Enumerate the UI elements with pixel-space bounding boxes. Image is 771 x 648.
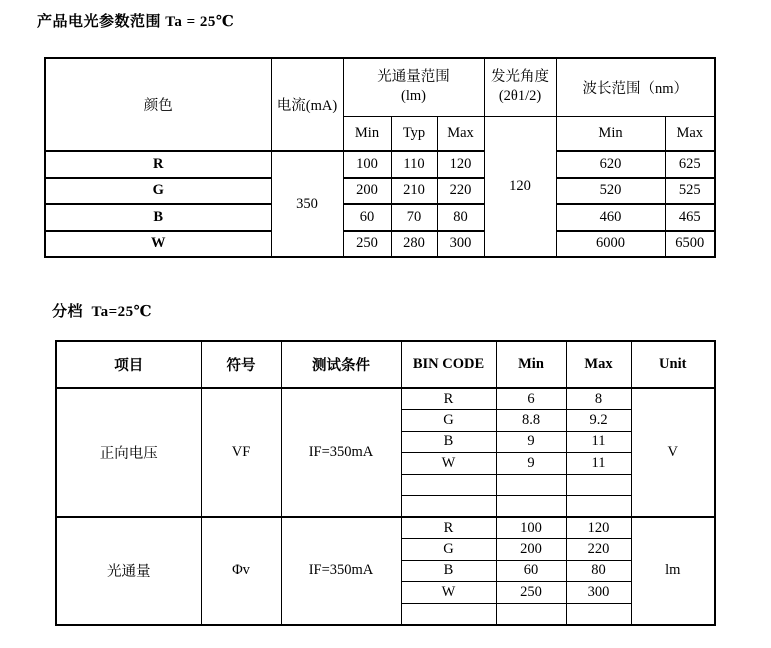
bin-code-cell: W	[401, 453, 496, 475]
forward-voltage-row-r	[56, 388, 715, 410]
unit-cell-lm: lm	[631, 517, 715, 625]
min-column-header: Min	[496, 341, 566, 388]
flux-typ-subheader: Typ	[391, 116, 437, 151]
bin-code-cell: W	[401, 582, 496, 604]
min-value-cell: 100	[496, 517, 566, 539]
wavelength-max-cell: 625	[665, 151, 715, 178]
bin-code-cell: G	[401, 539, 496, 561]
flux-max-cell: 220	[437, 178, 484, 205]
color-label-cell: R	[45, 151, 271, 178]
wavelength-max-cell: 525	[665, 178, 715, 205]
item-cell-luminous-flux: 光通量	[56, 517, 201, 625]
wavelength-max-cell: 465	[665, 204, 715, 231]
bin-code-cell: B	[401, 431, 496, 453]
flux-range-group-header	[343, 58, 484, 116]
binning-table	[55, 340, 716, 626]
bin-code-cell	[401, 496, 496, 518]
flux-min-subheader: Min	[343, 116, 391, 151]
table1-row-w	[45, 231, 715, 258]
min-value-cell	[496, 603, 566, 625]
min-value-cell: 9	[496, 431, 566, 453]
min-value-cell	[496, 474, 566, 496]
wavelength-range-group-header: 波长范围（nm）	[556, 58, 715, 116]
max-column-header: Max	[566, 341, 631, 388]
viewing-angle-formula-label: (2θ1/2)	[498, 88, 542, 105]
viewing-angle-value-cell: 120	[484, 116, 556, 257]
table1-header-row-1	[45, 58, 715, 116]
max-value-cell	[566, 474, 631, 496]
min-value-cell: 8.8	[496, 410, 566, 432]
section1-title: 产品电光参数范围 Ta = 25℃	[37, 14, 235, 30]
luminous-flux-row-r	[56, 517, 715, 539]
table1-row-b	[45, 204, 715, 231]
wavelength-max-cell: 6500	[665, 231, 715, 258]
wavelength-min-subheader: Min	[556, 116, 665, 151]
bin-code-cell	[401, 474, 496, 496]
flux-typ-cell: 280	[391, 231, 437, 258]
bin-code-cell: R	[401, 517, 496, 539]
bin-code-column-header: BIN CODE	[401, 341, 496, 388]
min-value-cell: 9	[496, 453, 566, 475]
flux-max-cell: 120	[437, 151, 484, 178]
table2-header-row	[56, 341, 715, 388]
flux-min-cell: 250	[343, 231, 391, 258]
electro-optical-parameters-table	[44, 57, 716, 258]
max-value-cell: 80	[566, 560, 631, 582]
max-value-cell	[566, 603, 631, 625]
max-value-cell	[566, 496, 631, 518]
unit-cell-v: V	[631, 388, 715, 517]
flux-max-subheader: Max	[437, 116, 484, 151]
wavelength-min-cell: 6000	[556, 231, 665, 258]
flux-range-unit-label: (lm)	[401, 88, 426, 105]
bin-code-cell: B	[401, 560, 496, 582]
viewing-angle-label: 发光角度	[491, 69, 550, 86]
symbol-cell-phi-v: Φv	[201, 517, 281, 625]
max-value-cell: 11	[566, 453, 631, 475]
table1-row-g	[45, 178, 715, 205]
item-column-header: 项目	[56, 341, 201, 388]
flux-min-cell: 60	[343, 204, 391, 231]
color-label-cell: W	[45, 231, 271, 258]
symbol-column-header: 符号	[201, 341, 281, 388]
viewing-angle-header	[484, 58, 556, 116]
condition-cell: IF=350mA	[281, 517, 401, 625]
bin-code-cell: R	[401, 388, 496, 410]
table1-row-r	[45, 151, 715, 178]
min-value-cell	[496, 496, 566, 518]
flux-typ-cell: 70	[391, 204, 437, 231]
min-value-cell: 60	[496, 560, 566, 582]
max-value-cell: 11	[566, 431, 631, 453]
wavelength-min-cell: 520	[556, 178, 665, 205]
condition-cell: IF=350mA	[281, 388, 401, 517]
min-value-cell: 250	[496, 582, 566, 604]
symbol-cell-vf: VF	[201, 388, 281, 517]
unit-column-header: Unit	[631, 341, 715, 388]
max-value-cell: 300	[566, 582, 631, 604]
max-value-cell: 8	[566, 388, 631, 410]
wavelength-min-cell: 620	[556, 151, 665, 178]
wavelength-max-subheader: Max	[665, 116, 715, 151]
section2-title: 分档 Ta=25℃	[52, 304, 153, 320]
current-value-cell: 350	[271, 151, 343, 257]
max-value-cell: 220	[566, 539, 631, 561]
bin-code-cell: G	[401, 410, 496, 432]
flux-min-cell: 200	[343, 178, 391, 205]
flux-max-cell: 300	[437, 231, 484, 258]
flux-max-cell: 80	[437, 204, 484, 231]
color-column-header: 颜色	[45, 58, 271, 151]
color-label-cell: G	[45, 178, 271, 205]
item-cell-forward-voltage: 正向电压	[56, 388, 201, 517]
wavelength-min-cell: 460	[556, 204, 665, 231]
condition-column-header: 测试条件	[281, 341, 401, 388]
max-value-cell: 120	[566, 517, 631, 539]
flux-min-cell: 100	[343, 151, 391, 178]
min-value-cell: 200	[496, 539, 566, 561]
max-value-cell: 9.2	[566, 410, 631, 432]
flux-range-label: 光通量范围	[377, 69, 450, 86]
current-column-header: 电流(mA)	[271, 58, 343, 151]
min-value-cell: 6	[496, 388, 566, 410]
color-label-cell: B	[45, 204, 271, 231]
flux-typ-cell: 110	[391, 151, 437, 178]
bin-code-cell	[401, 603, 496, 625]
flux-typ-cell: 210	[391, 178, 437, 205]
